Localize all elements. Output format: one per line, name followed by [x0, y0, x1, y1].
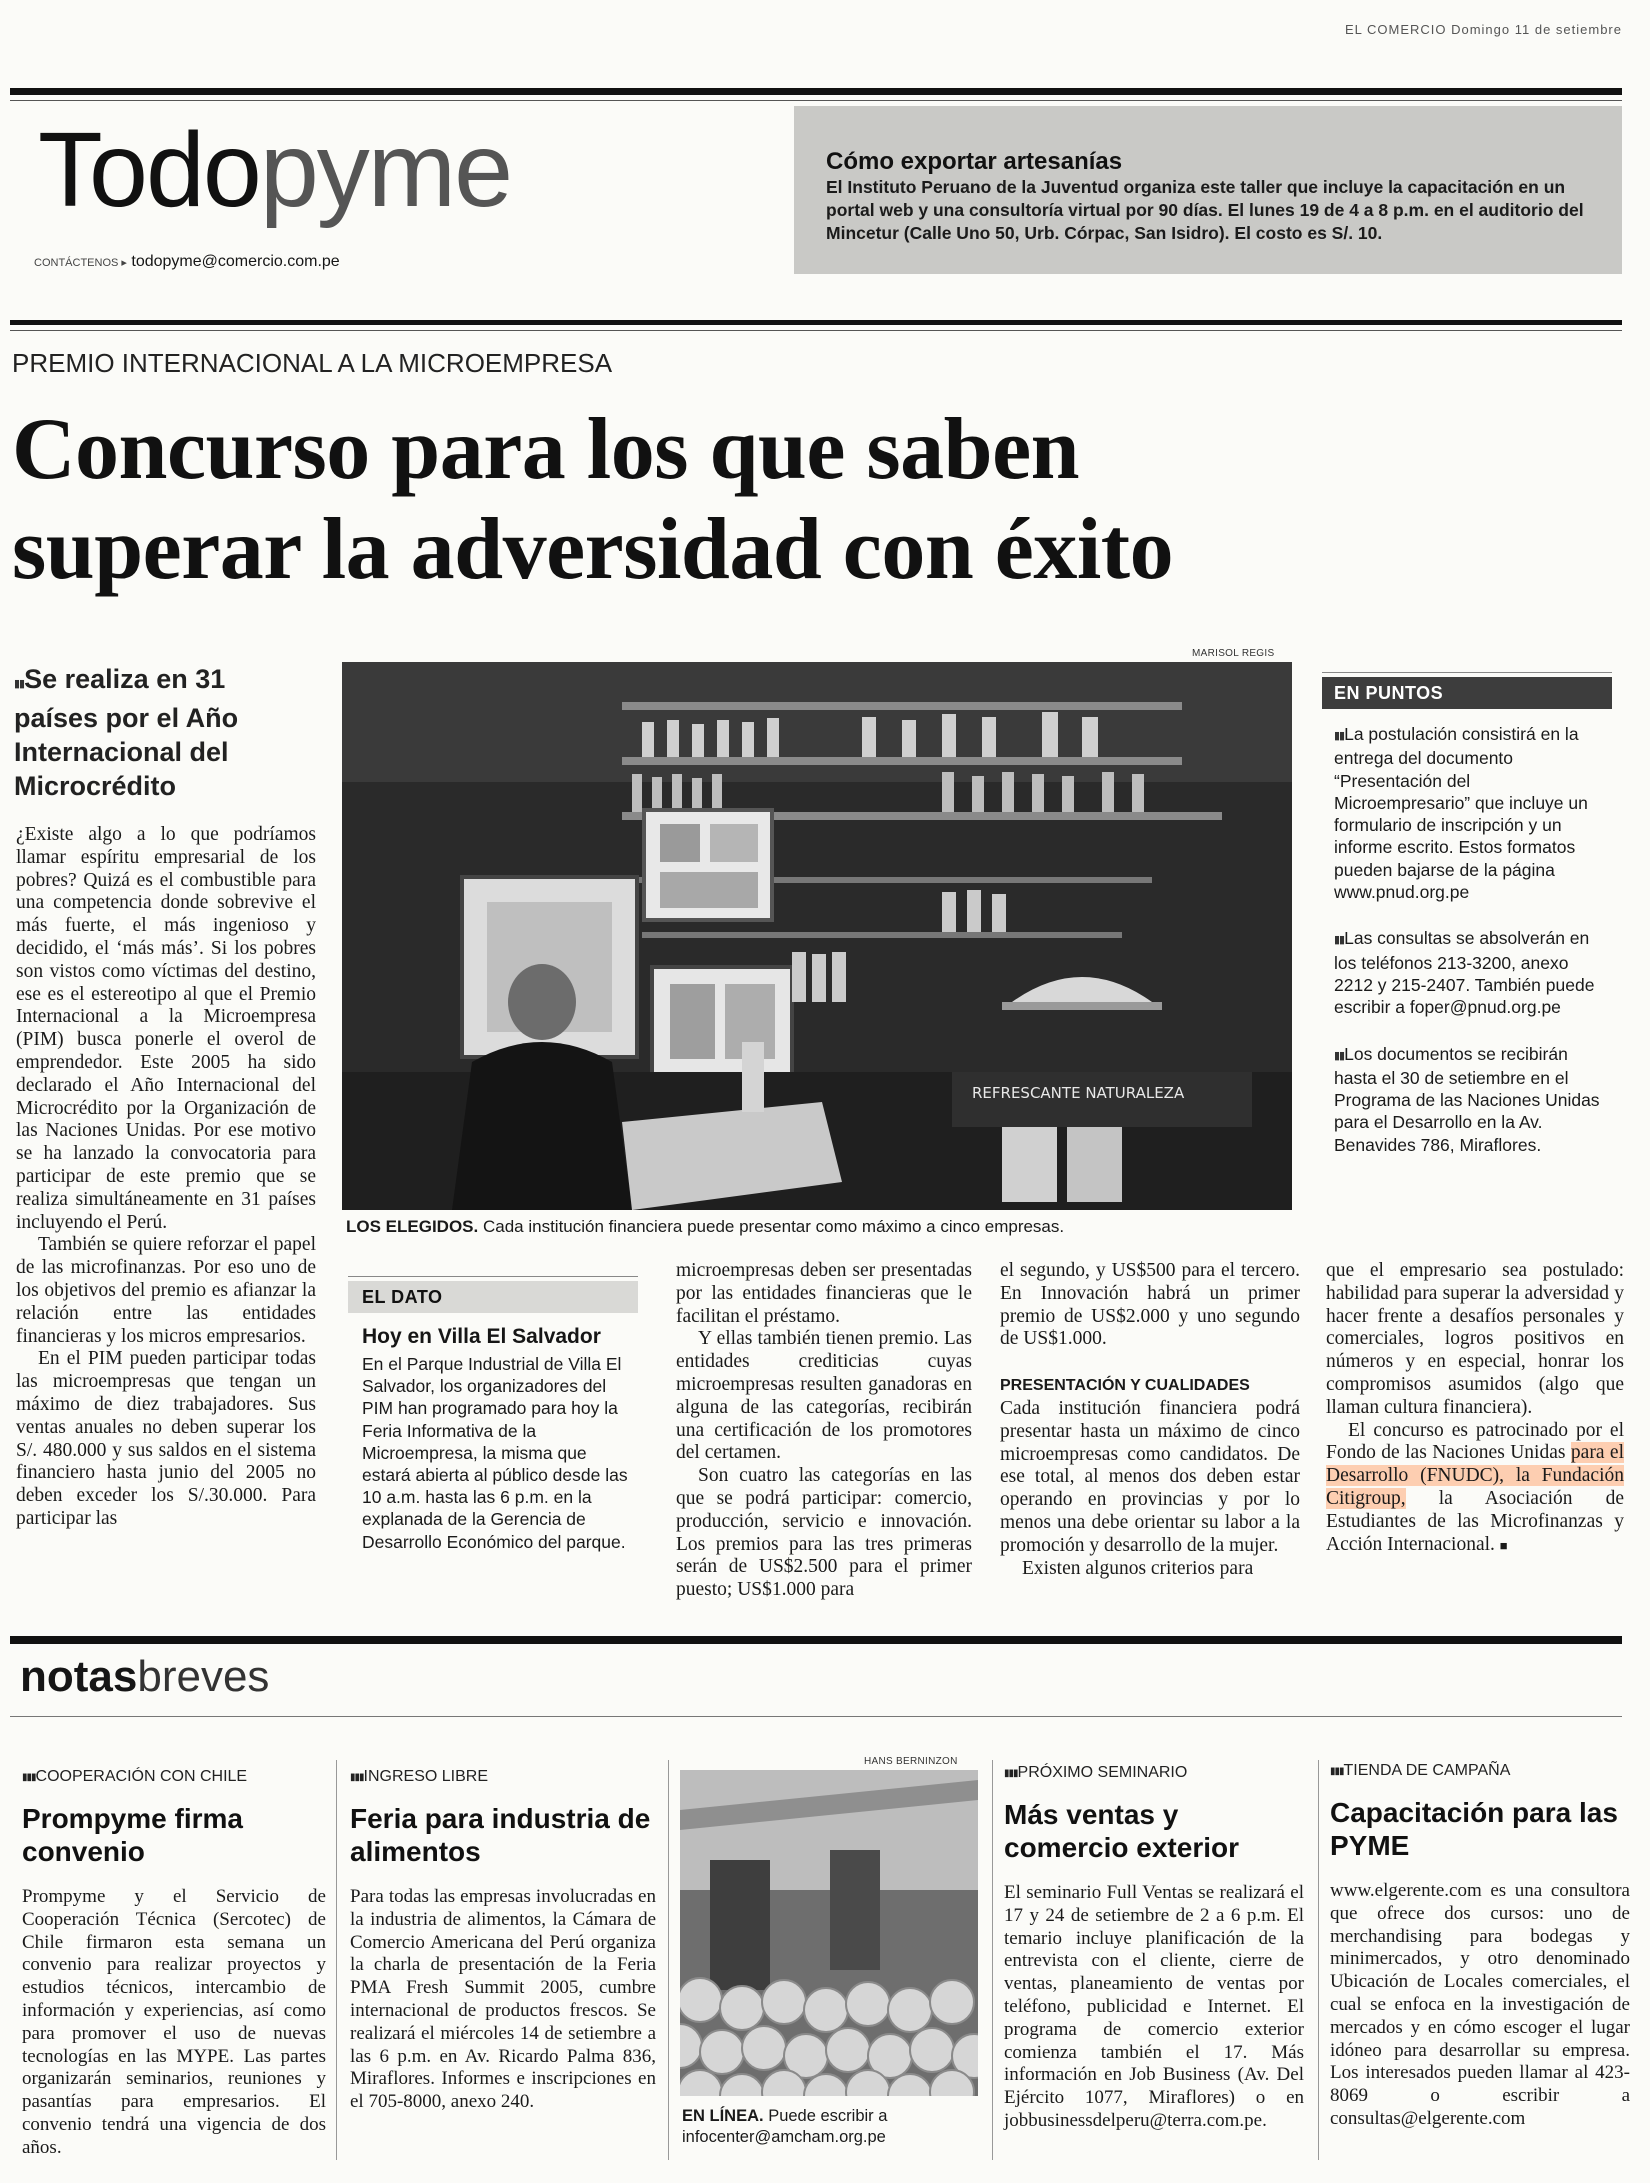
col5-paragraph-2: El concurso es patrocinado por el Fondo de las Naciones Unidas para el Desarrollo (FNUDC), la Fundación Citigroup, la Asociación de Estudiantes de las Microfinanzas y Acción Internacional. ■: [1326, 1419, 1624, 1555]
notas-breves-title: [20, 1652, 269, 1702]
nota-photo-credit: HANS BERNINZON: [864, 1756, 958, 1767]
notas-col-sep-2: [668, 1760, 669, 2160]
subhead: [14, 662, 304, 803]
en-puntos-list: [1334, 723, 1602, 1156]
en-puntos-item-1: ▮▮ La postulación consistirá en la entrega del documento “Presentación del Microempresario” que incluye un formulario de inscripción y un informe escrito. Estos formatos pueden bajarse de la página www.pnud.org.pe: [1334, 723, 1602, 903]
notas-breves-top-rule: [10, 1636, 1622, 1644]
nota-caption-label: EN LÍNEA.: [682, 2107, 764, 2125]
nota-2-kicker: ▮▮▮ INGRESO LIBRE: [350, 1768, 656, 1786]
promo-text: El Instituto Peruano de la Juventud organiza este taller que incluye la capacitación en un portal web y una consultoría virtual por 90 días. El lunes 19 de 4 a 8 p.m. en el auditorio del Mincetur (Calle Uno 50, Urb. Córpac, San Isidro). El costo es S/. 10.: [826, 177, 1584, 243]
notas-title-light: breves: [137, 1652, 270, 1701]
col3-paragraph-2: Y ellas también tienen premio. Las entidades crediticias cuyas microempresas resulten ganadoras en alguna de las categorías, recibirán una certificación de los promotores del certamen.: [676, 1328, 972, 1464]
article-column-4: [1000, 1260, 1300, 1580]
col1-paragraph-2: También se quiere reforzar el papel de las microfinanzas. Por eso uno de los objetivos del premio es afianzar la relación entre las entidades financieras y los micros empresarios.: [16, 1234, 316, 1347]
todopyme-logo: [38, 110, 511, 230]
col1-paragraph-3: En el PIM pueden participar todas las microempresas que tengan un máximo de diez trabajadores. Sus ventas anuales no deben superar los S/. 480.000 y sus saldos en el sistema financiero hasta junio del 2005 no deben exceder los S/.30.000. Para participar las: [16, 1348, 316, 1529]
en-puntos-item-2: ▮▮ Las consultas se absolverán en los teléfonos 213-3200, anexo 2212 y 215-2407. También puede escribir a foper@pnud.org.pe: [1334, 927, 1602, 1018]
en-puntos-box: [1322, 672, 1612, 1245]
masthead-thin-rule: [10, 100, 1622, 101]
section-label: PREMIO INTERNACIONAL A LA MICROEMPRESA: [12, 348, 613, 378]
el-dato-head: EL DATO: [348, 1281, 638, 1313]
nota-2-text: Para todas las empresas involucradas en la industria de alimentos, la Cámara de Comercio Americana del Perú organiza la charla de presentación de la Feria PMA Fresh Summit 2005, cumbre internacional de productos frescos. Se realizará el miércoles 14 de setiembre a las 6 p.m. en Av. Ricardo Palma 836, Miraflores. Informes e inscripciones en el 705-8000, anexo 240.: [350, 1886, 656, 2113]
col4-paragraph-3: Existen algunos criterios para: [1022, 1557, 1254, 1579]
nota-3-kicker: ▮▮▮ PRÓXIMO SEMINARIO: [1004, 1764, 1304, 1782]
article-column-1: [16, 824, 316, 1531]
notas-title-bold: notas: [20, 1652, 138, 1701]
nota-photo-caption: [682, 2106, 978, 2148]
masthead-top-rule: [10, 88, 1622, 95]
notas-col-sep-1: [336, 1760, 337, 2160]
nota-item-1: [22, 1768, 326, 2160]
masthead-bottom-rule: [10, 320, 1622, 325]
masthead-bottom-thin: [10, 330, 1622, 331]
en-puntos-head: EN PUNTOS: [1322, 677, 1612, 709]
el-dato-title: Hoy en Villa El Salvador: [362, 1325, 601, 1348]
nota-item-2: [350, 1768, 656, 2114]
contact-line: [34, 253, 340, 271]
page-header-text: EL COMERCIO Domingo 11 de setiembre: [1344, 22, 1622, 37]
highlighted-sponsors: para el Desarrollo (FNUDC), la Fundación Citigroup,: [1326, 1442, 1624, 1509]
end-mark: ■: [1499, 1537, 1508, 1553]
caption-label: LOS ELEGIDOS.: [346, 1217, 479, 1236]
headline: [12, 400, 1173, 600]
nota-2-title: Feria para industria de alimentos: [350, 1803, 651, 1867]
nota-1-text: Prompyme y el Servicio de Cooperación Técnica (Sercotec) de Chile firmaron esta semana un convenio para realizar proyectos y estudios técnicos, intercambio de información y experiencias, así como para promover el uso de nuevas tecnologías en las MYPE. Las partes organizarán seminarios, reuniones y pasantías para empresarios. El convenio tendrá una vigencia de dos años.: [22, 1886, 326, 2158]
col3-paragraph-3: Son cuatro las categorías en las que se podrá participar: comercio, producción, servicio e innovación. Los premios para las tres primeras serán de US$2.500 para el primer puesto; US$1.000 para: [676, 1465, 972, 1601]
contact-email[interactable]: todopyme@comercio.com.pe: [131, 253, 340, 270]
promo-box: [794, 106, 1622, 274]
contact-label: CONTÁCTENOS ▸: [34, 257, 127, 269]
shop-sign: REFRESCANTE NATURALEZA: [972, 1084, 1185, 1102]
logo-todo: Todo: [38, 111, 260, 229]
nota-photo-oranges: [680, 1770, 978, 2096]
article-column-3: [676, 1260, 972, 1602]
promo-title: Cómo exportar artesanías: [826, 148, 1123, 175]
article-column-5: [1326, 1260, 1624, 1557]
headline-line-2: superar la adversidad con éxito: [12, 501, 1174, 598]
nota-3-title: Más ventas y comercio exterior: [1004, 1799, 1239, 1863]
photo-credit: MARISOL REGIS: [1192, 648, 1275, 659]
el-dato-text: En el Parque Industrial de Villa El Salvador, los organizadores del PIM han programado para hoy la Feria Informativa de la Microempresa, la misma que estará abierta al público desde las 10 a.m. hasta las 6 p.m. en la explanada de la Gerencia de Desarrollo Económico del parque.: [362, 1354, 628, 1552]
subhead-text: Se realiza en 31 países por el Año Internacional del Microcrédito: [14, 664, 239, 801]
photo-caption: [346, 1216, 1296, 1237]
notas-breves-thin-rule: [10, 1716, 1622, 1717]
shop-interior-illustration: [342, 662, 1292, 1210]
en-puntos-item-3: ▮▮ Los documentos se recibirán hasta el 30 de setiembre en el Programa de las Naciones Unidas para el Desarrollo en la Av. Benavides 786, Miraflores.: [1334, 1043, 1602, 1156]
col5-paragraph-1: que el empresario sea postulado: habilidad para superar la adversidad y hacer frente a desafíos personales y comerciales, logros positivos en números y en especial, honrar los compromisos asumidos (algo que llaman cultura financiera).: [1326, 1260, 1624, 1418]
nota-4-kicker: ▮▮▮ TIENDA DE CAMPAÑA: [1330, 1762, 1630, 1780]
nota-caption-text: Puede escribir a infocenter@amcham.org.pe: [682, 2107, 888, 2146]
headline-line-1: Concurso para los que saben: [12, 401, 1080, 498]
col4-subhead: PRESENTACIÓN Y CUALIDADES: [1000, 1377, 1250, 1395]
nota-3-text: El seminario Full Ventas se realizará el 17 y 24 de setiembre de 2 a 6 p.m. El temario incluye planificación de la entrevista con el cliente, cierre de ventas, planeamiento de ventas por teléfono, publicidad e Internet. El programa de comercio exterior comienza también el 17. Más información en Job Business (Av. Del Ejército 1077, Miraflores) o en jobbusinessdelperu@terra.com.pe.: [1004, 1882, 1304, 2131]
logo-pyme: pyme: [259, 111, 512, 229]
nota-item-3: [1004, 1764, 1304, 2133]
col1-paragraph-1: ¿Existe algo a lo que podríamos llamar espíritu empresarial de los pobres? Quizá es el combustible para una competencia donde sobrevive el más fuerte, el más ingenioso y decidido, el ‘más más’. Si los pobres son vistos como víctimas del destino, ese es el estereotipo al que el Premio Internacional a la Microempresa (PIM) busca ponerle el overol de emprendedor. Este 2005 ha sido declarado el Año Internacional del Microcrédito por la Organización de las Naciones Unidas. Por ese motivo se ha lanzado la convocatoria para participar de este premio que se realiza simultáneamente en 31 países incluyendo el Perú.: [16, 824, 316, 1233]
col3-paragraph-1: microempresas deben ser presentadas por las entidades financieras que le facilitan el préstamo.: [676, 1260, 972, 1327]
main-photo-shop: [342, 662, 1292, 1210]
nota-4-text: www.elgerente.com es una consultora que ofrece dos cursos: uno de merchandising para bodegas y minimercados, y otro denominado Ubicación de Locales comerciales, el cual se enfoca en la investigación de mercados y en cómo escoger el lugar idóneo para desarrollar su empresa. Los interesados pueden llamar al 423-8069 o escribir a consultas@elgerente.com: [1330, 1880, 1630, 2129]
col4-paragraph-1: el segundo, y US$500 para el tercero. En Innovación habrá un primer premio de US$2.000 y uno segundo de US$1.000.: [1000, 1260, 1300, 1350]
nota-item-4: [1330, 1762, 1630, 2131]
col4-paragraph-2: Cada institución financiera podrá presentar hasta un máximo de cinco microempresas como candidatos. De ese total, al menos dos deben estar operando en provincias y por lo menos una debe orientar su labor a la promoción y desarrollo de la mujer.: [1000, 1397, 1300, 1556]
nota-1-kicker: ▮▮▮ COOPERACIÓN CON CHILE: [22, 1768, 326, 1786]
nota-4-title: Capacitación para las PYME: [1330, 1797, 1618, 1861]
notas-col-sep-4: [1318, 1760, 1319, 2160]
nota-1-title: Prompyme firma convenio: [22, 1803, 243, 1867]
notas-col-sep-3: [992, 1760, 993, 2160]
el-dato-box: [348, 1276, 638, 1587]
caption-text: Cada institución financiera puede presentar como máximo a cinco empresas.: [482, 1217, 1065, 1236]
market-illustration: [680, 1770, 978, 2096]
